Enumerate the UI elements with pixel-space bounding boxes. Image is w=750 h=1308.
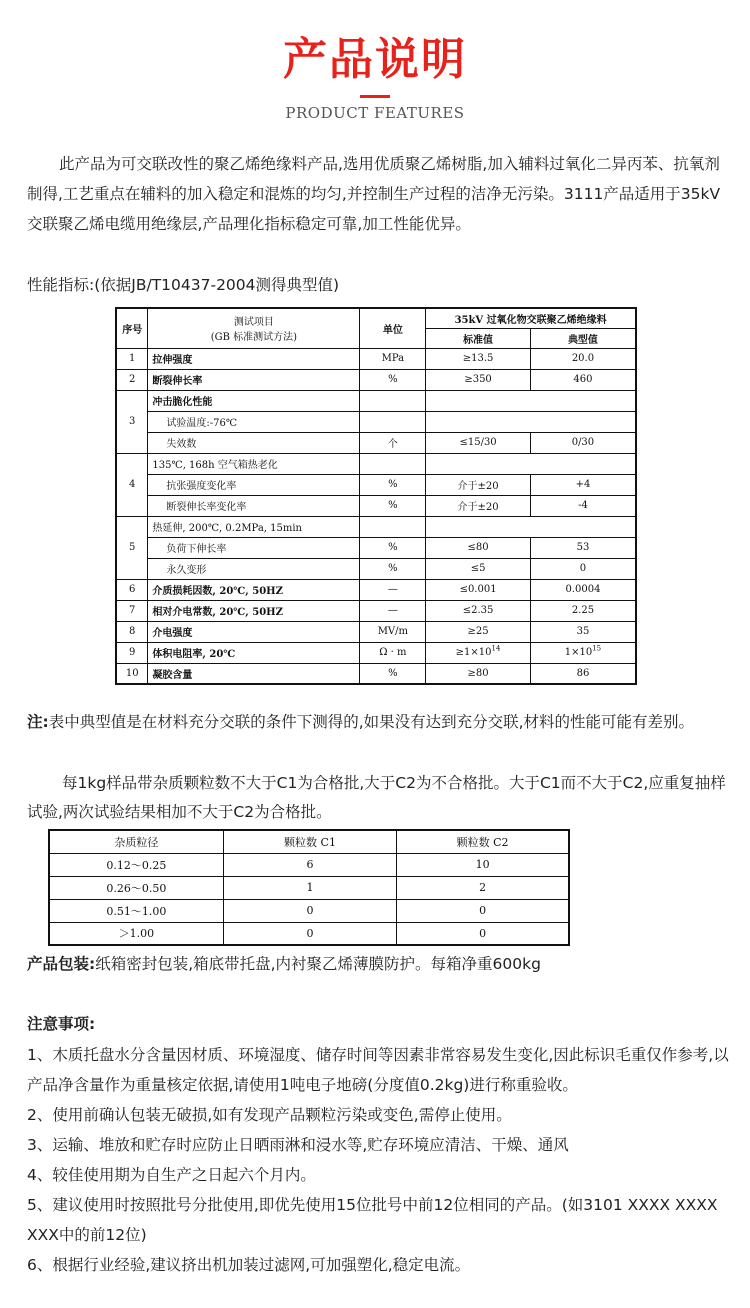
row-std: ≥25 <box>426 621 531 642</box>
table-row <box>116 516 636 537</box>
row-unit: % <box>360 474 426 495</box>
table-row <box>116 579 636 600</box>
row-unit <box>360 516 426 537</box>
row-item: 135℃, 168h 空气箱热老化 <box>148 453 360 474</box>
cell-c2: 0 <box>397 899 569 922</box>
row-item: 冲击脆化性能 <box>148 390 360 411</box>
cell-c1: 0 <box>223 899 396 922</box>
table-note <box>27 708 732 737</box>
row-no: 7 <box>116 600 148 621</box>
std-exp: 14 <box>491 644 501 653</box>
row-subitem: 失效数 <box>148 432 360 453</box>
impurity-table <box>48 829 570 946</box>
row-std: ≤2.35 <box>426 600 531 621</box>
packaging-label: 产品包装: <box>27 955 96 973</box>
cell-c1: 0 <box>223 922 396 945</box>
list-item: 3、运输、堆放和贮存时应防止日晒雨淋和浸水等,贮存环境应清洁、干燥、通风 <box>27 1136 569 1154</box>
row-no: 5 <box>116 516 148 579</box>
typ-exp: 15 <box>592 644 602 653</box>
row-unit: Ω · m <box>360 642 426 663</box>
caution-title: 注意事项: <box>27 1015 96 1033</box>
row-no: 1 <box>116 348 148 369</box>
row-no: 8 <box>116 621 148 642</box>
note-label: 注: <box>27 713 49 731</box>
row-std: ≤80 <box>426 537 531 558</box>
table-row <box>116 537 636 558</box>
row-subitem: 负荷下伸长率 <box>148 537 360 558</box>
row-typ: -4 <box>530 495 636 516</box>
header-item <box>148 308 360 348</box>
cell-c1: 6 <box>223 853 396 876</box>
cell-c2: 0 <box>397 922 569 945</box>
row-std: ≥350 <box>426 369 531 390</box>
cell-size: 0.12～0.25 <box>49 853 223 876</box>
row-subitem: 断裂伸长率变化率 <box>148 495 360 516</box>
row-typ <box>530 642 636 663</box>
list-item: 4、较佳使用期为自生产之日起六个月内。 <box>27 1166 316 1184</box>
table-row <box>116 390 636 411</box>
row-item: 介质损耗因数, 20℃, 50HZ <box>148 579 360 600</box>
row-no: 10 <box>116 663 148 684</box>
row-typ: 86 <box>530 663 636 684</box>
row-unit <box>360 453 426 474</box>
table-row <box>49 922 569 945</box>
row-typ: 35 <box>530 621 636 642</box>
intro-paragraph: 此产品为可交联改性的聚乙烯绝缘料产品,选用优质聚乙烯树脂,加入辅料过氧化二异丙苯、抗氧剂制得,工艺重点在辅料的加入稳定和混炼的均匀,并控制生产过程的洁净无污染。3111产品适用于35kV交联聚乙烯电缆用绝缘层,产品理化指标稳定可靠,加工性能优异。 <box>27 155 721 233</box>
row-item: 相对介电常数, 20℃, 50HZ <box>148 600 360 621</box>
table-row <box>116 600 636 621</box>
row-no: 3 <box>116 390 148 453</box>
title-divider <box>360 95 390 98</box>
header-group: 35kV 过氧化物交联聚乙烯绝缘料 <box>426 308 636 328</box>
table-row <box>116 495 636 516</box>
page-title: 产品说明 <box>283 34 467 85</box>
row-subitem: 永久变形 <box>148 558 360 579</box>
row-std <box>426 642 531 663</box>
row-values <box>426 411 636 432</box>
row-typ: 20.0 <box>530 348 636 369</box>
row-std: ≥80 <box>426 663 531 684</box>
table-row <box>116 411 636 432</box>
header-no: 序号 <box>116 308 148 348</box>
row-std: ≤5 <box>426 558 531 579</box>
row-no: 4 <box>116 453 148 516</box>
table-row <box>116 663 636 684</box>
typ-base: 1×10 <box>564 647 593 658</box>
packaging-info <box>27 950 541 978</box>
table-row <box>49 876 569 899</box>
header-std: 标准值 <box>426 328 531 348</box>
row-values <box>426 516 636 537</box>
header-unit: 单位 <box>360 308 426 348</box>
table-row <box>116 474 636 495</box>
row-typ: 460 <box>530 369 636 390</box>
row-item: 体积电阻率, 20℃ <box>148 642 360 663</box>
table-row <box>116 453 636 474</box>
row-std: 介于±20 <box>426 495 531 516</box>
cell-size: 0.51～1.00 <box>49 899 223 922</box>
row-std: ≥13.5 <box>426 348 531 369</box>
note-text: 表中典型值是在材料充分交联的条件下测得的,如果没有达到充分交联,材料的性能可能有差别。 <box>48 713 695 731</box>
row-unit: % <box>360 663 426 684</box>
table-row <box>116 642 636 663</box>
cell-c1: 1 <box>223 876 396 899</box>
row-unit: — <box>360 579 426 600</box>
row-subitem: 试验温度:-76℃ <box>148 411 360 432</box>
row-typ: 0/30 <box>530 432 636 453</box>
row-typ: +4 <box>530 474 636 495</box>
header-c2: 颗粒数 C2 <box>397 830 569 853</box>
row-std: 介于±20 <box>426 474 531 495</box>
row-unit: MPa <box>360 348 426 369</box>
row-unit: % <box>360 537 426 558</box>
row-unit: % <box>360 558 426 579</box>
table-row <box>116 621 636 642</box>
table-row <box>116 348 636 369</box>
list-item: 1、木质托盘水分含量因材质、环境湿度、储存时间等因素非常容易发生变化,因此标识毛重仅作参考,以产品净含量作为重量核定依据,请使用1吨电子地磅(分度值0.2kg)进行称重验收。 <box>27 1046 729 1094</box>
row-subitem: 抗张强度变化率 <box>148 474 360 495</box>
row-no: 6 <box>116 579 148 600</box>
table-row <box>49 853 569 876</box>
spec-header-row <box>116 308 636 328</box>
row-unit: % <box>360 495 426 516</box>
cell-c2: 10 <box>397 853 569 876</box>
table-row <box>49 899 569 922</box>
row-typ: 0.0004 <box>530 579 636 600</box>
performance-label: 性能指标:(依据JB/T10437-2004测得典型值) <box>27 276 340 294</box>
row-unit: 个 <box>360 432 426 453</box>
row-item: 介电强度 <box>148 621 360 642</box>
row-item: 拉伸强度 <box>148 348 360 369</box>
list-item: 2、使用前确认包装无破损,如有发现产品颗粒污染或变色,需停止使用。 <box>27 1106 512 1124</box>
row-typ: 53 <box>530 537 636 558</box>
row-unit: % <box>360 369 426 390</box>
packaging-text: 纸箱密封包装,箱底带托盘,内衬聚乙烯薄膜防护。每箱净重600kg <box>95 955 541 973</box>
impurity-header-row <box>49 830 569 853</box>
row-no: 9 <box>116 642 148 663</box>
row-values <box>426 390 636 411</box>
row-unit <box>360 390 426 411</box>
table-row <box>116 432 636 453</box>
row-unit: — <box>360 600 426 621</box>
header-c1: 颗粒数 C1 <box>223 830 396 853</box>
row-item: 断裂伸长率 <box>148 369 360 390</box>
cell-size: ＞1.00 <box>49 922 223 945</box>
row-std: ≤0.001 <box>426 579 531 600</box>
row-std: ≤15/30 <box>426 432 531 453</box>
table-row <box>116 558 636 579</box>
table-row <box>116 369 636 390</box>
row-item: 热延伸, 200℃, 0.2MPa, 15min <box>148 516 360 537</box>
row-values <box>426 453 636 474</box>
row-unit <box>360 411 426 432</box>
header-size: 杂质粒径 <box>49 830 223 853</box>
row-no: 2 <box>116 369 148 390</box>
header-item-sub: (GB 标准测试方法) <box>210 332 298 344</box>
header-item-title: 测试项目 <box>233 317 274 329</box>
row-typ: 0 <box>530 558 636 579</box>
impurity-note: 每1kg样品带杂质颗粒数不大于C1为合格批,大于C2为不合格批。大于C1而不大于C2,应重复抽样试验,两次试验结果相加不大于C2为合格批。 <box>27 774 726 821</box>
row-typ: 2.25 <box>530 600 636 621</box>
caution-list <box>27 1040 732 1280</box>
std-base: ≥1×10 <box>455 647 492 658</box>
row-item: 凝胶含量 <box>148 663 360 684</box>
header-typ: 典型值 <box>530 328 636 348</box>
row-unit: MV/m <box>360 621 426 642</box>
spec-table <box>115 307 637 685</box>
cell-size: 0.26～0.50 <box>49 876 223 899</box>
list-item: 6、根据行业经验,建议挤出机加装过滤网,可加强塑化,稳定电流。 <box>27 1256 471 1274</box>
list-item: 5、建议使用时按照批号分批使用,即优先使用15位批号中前12位相同的产品。(如3101 XXXX XXXX XXX中的前12位) <box>27 1196 718 1244</box>
page-subtitle: PRODUCT FEATURES <box>285 104 465 122</box>
cell-c2: 2 <box>397 876 569 899</box>
